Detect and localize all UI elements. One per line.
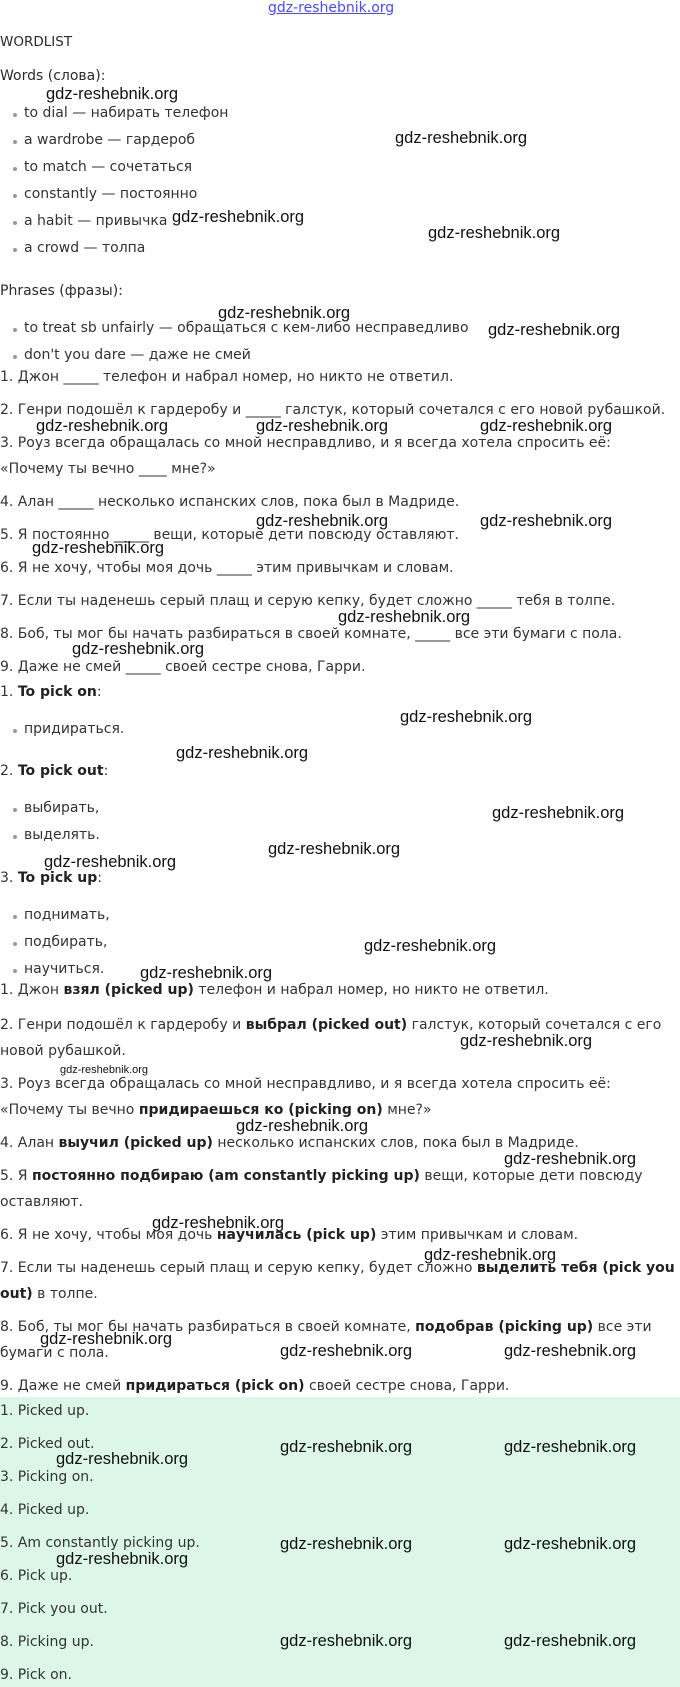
solution-answer: подобрав (picking up) xyxy=(415,1319,594,1335)
watermark: gdz-reshebnik.org xyxy=(60,1064,149,1076)
answer-line: 1. Picked up. xyxy=(0,1403,90,1419)
meaning-phrase: To pick up xyxy=(17,870,98,886)
meaning-item: выделять. xyxy=(24,827,100,843)
solution-text: 8. Боб, ты мог бы начать разбираться в своей комнате, xyxy=(0,1319,416,1335)
exercise-line: «Почему ты вечно ____ мне?» xyxy=(0,461,216,477)
answer-line: 8. Picking up. xyxy=(0,1634,94,1650)
watermark: gdz-reshebnik.org xyxy=(460,1032,593,1050)
watermark: gdz-reshebnik.org xyxy=(504,1150,637,1168)
meaning-phrase: To pick on xyxy=(17,684,97,700)
solution-text: вещи, которые дети повсюду xyxy=(419,1168,643,1184)
meaning-num: 3. xyxy=(0,870,18,886)
answer-line: 2. Picked out. xyxy=(0,1436,95,1452)
solution-line: оставляют. xyxy=(0,1194,84,1210)
watermark: gdz-reshebnik.org xyxy=(40,1330,173,1348)
exercise-line: 6. Я не хочу, чтобы моя дочь _____ этим привычкам и словам. xyxy=(0,560,454,576)
solution-text: «Почему ты вечно xyxy=(0,1102,139,1118)
phrase-item: to treat sb unfairly — обращаться с кем-либо несправедливо xyxy=(24,320,469,336)
meaning-colon: : xyxy=(97,870,103,886)
exercise-line: 8. Боб, ты мог бы начать разбираться в своей комнате, _____ все эти бумаги с пола. xyxy=(0,626,622,642)
watermark: gdz-reshebnik.org xyxy=(488,321,621,339)
exercise-line: 5. Я постоянно _____ вещи, которые дети повсюду оставляют. xyxy=(0,527,459,543)
solution-line xyxy=(0,1102,432,1118)
watermark: gdz-reshebnik.org xyxy=(504,1342,637,1360)
meaning-heading xyxy=(0,684,102,700)
page-title: WORDLIST xyxy=(0,34,73,50)
word-item: to match — сочетаться xyxy=(24,159,193,175)
solution-answer: out) xyxy=(0,1286,33,1302)
watermark: gdz-reshebnik.org xyxy=(364,937,497,955)
watermark: gdz-reshebnik.org xyxy=(338,608,471,626)
watermark: gdz-reshebnik.org xyxy=(140,964,273,982)
meaning-item: подбирать, xyxy=(24,934,108,950)
meaning-item: научиться. xyxy=(24,961,105,977)
meaning-num: 1. xyxy=(0,684,18,700)
watermark: gdz-reshebnik.org xyxy=(152,1214,285,1232)
watermark: gdz-reshebnik.org xyxy=(46,85,179,103)
answer-line: 6. Pick up. xyxy=(0,1568,73,1584)
watermark: gdz-reshebnik.org xyxy=(56,1450,189,1468)
watermark: gdz-reshebnik.org xyxy=(256,417,389,435)
exercise-line: 1. Джон _____ телефон и набрал номер, но никто не ответил. xyxy=(0,369,454,385)
answer-line: 7. Pick you out. xyxy=(0,1601,108,1617)
solution-answer: выделить тебя (pick you xyxy=(476,1260,675,1276)
solution-answer: выбрал (picked out) xyxy=(245,1017,408,1033)
meaning-heading xyxy=(0,870,102,886)
watermark: gdz-reshebnik.org xyxy=(280,1632,413,1650)
phrase-item: don't you dare — даже не смей xyxy=(24,347,251,363)
word-item: to dial — набирать телефон xyxy=(24,105,229,121)
watermark: gdz-reshebnik.org xyxy=(400,708,533,726)
solution-text: в толпе. xyxy=(32,1286,98,1302)
solution-text: все эти xyxy=(593,1319,652,1335)
answer-line: 9. Pick on. xyxy=(0,1667,72,1683)
watermark: gdz-reshebnik.org xyxy=(236,1117,369,1135)
word-item: constantly — постоянно xyxy=(24,186,198,202)
watermark: gdz-reshebnik.org xyxy=(176,744,309,762)
watermark: gdz-reshebnik.org xyxy=(218,304,351,322)
watermark: gdz-reshebnik.org xyxy=(280,1535,413,1553)
exercise-line: 4. Алан _____ несколько испанских слов, пока был в Мадриде. xyxy=(0,494,460,510)
solution-text: мне?» xyxy=(382,1102,432,1118)
solution-text: 9. Даже не смей xyxy=(0,1378,126,1394)
words-label: Words (слова): xyxy=(0,68,106,84)
meaning-item: придираться. xyxy=(24,721,125,737)
answer-line: 5. Am constantly picking up. xyxy=(0,1535,200,1551)
meaning-colon: : xyxy=(103,763,109,779)
solution-text: этим привычкам и словам. xyxy=(376,1227,579,1243)
meaning-num: 2. xyxy=(0,763,18,779)
watermark: gdz-reshebnik.org xyxy=(504,1438,637,1456)
solution-line xyxy=(0,982,549,998)
watermark: gdz-reshebnik.org xyxy=(256,512,389,530)
watermark: gdz-reshebnik.org xyxy=(172,208,305,226)
word-item: a wardrobe — гардероб xyxy=(24,132,196,148)
solution-line: 3. Роуз всегда обращалась со мной несправдливо, и я всегда хотела спросить её: xyxy=(0,1076,611,1092)
watermark: gdz-reshebnik.org xyxy=(424,1246,557,1264)
watermark: gdz-reshebnik.org xyxy=(428,224,561,242)
solution-line xyxy=(0,1135,579,1151)
watermark: gdz-reshebnik.org xyxy=(395,129,528,147)
exercise-line: 7. Если ты наденешь серый плащ и серую кепку, будет сложно _____ тебя в толпе. xyxy=(0,593,616,609)
watermark: gdz-reshebnik.org xyxy=(32,539,165,557)
watermark: gdz-reshebnik.org xyxy=(44,853,177,871)
solution-answer: придираться (pick on) xyxy=(125,1378,305,1394)
watermark: gdz-reshebnik.org xyxy=(36,417,169,435)
answer-line: 3. Picking on. xyxy=(0,1469,94,1485)
exercise-line: 3. Роуз всегда обращалась со мной несправдливо, и я всегда хотела спросить её: xyxy=(0,435,611,451)
solution-answer: придираешься ко (picking on) xyxy=(138,1102,383,1118)
solution-answer: взял (picked up) xyxy=(63,982,194,998)
site-link[interactable]: gdz-reshebnik.org xyxy=(268,0,395,16)
meaning-colon: : xyxy=(96,684,102,700)
solution-answer: выучил (picked up) xyxy=(58,1135,213,1151)
watermark: gdz-reshebnik.org xyxy=(504,1535,637,1553)
exercise-line: 2. Генри подошёл к гардеробу и _____ галстук, который сочетался с его новой рубашкой. xyxy=(0,402,666,418)
answer-line: 4. Picked up. xyxy=(0,1502,90,1518)
watermark: gdz-reshebnik.org xyxy=(72,640,205,658)
solution-line: новой рубашкой. xyxy=(0,1043,126,1059)
solution-line xyxy=(0,1260,675,1276)
meaning-item: поднимать, xyxy=(24,907,110,923)
watermark: gdz-reshebnik.org xyxy=(480,512,613,530)
solution-text: 7. Если ты наденешь серый плащ и серую кепку, будет сложно xyxy=(0,1260,477,1276)
word-item: a habit — привычка xyxy=(24,213,168,229)
solution-line xyxy=(0,1168,643,1184)
watermark: gdz-reshebnik.org xyxy=(280,1342,413,1360)
solution-line xyxy=(0,1017,661,1033)
watermark: gdz-reshebnik.org xyxy=(268,840,401,858)
phrases-label: Phrases (фразы): xyxy=(0,283,123,299)
solution-line: бумаги с пола. xyxy=(0,1345,109,1361)
exercise-line: 9. Даже не смей _____ своей сестре снова, Гарри. xyxy=(0,659,366,675)
meaning-item: выбирать, xyxy=(24,800,100,816)
solution-text: своей сестре снова, Гарри. xyxy=(304,1378,510,1394)
solution-text: 4. Алан xyxy=(0,1135,59,1151)
solution-text: несколько испанских слов, пока был в Мадриде. xyxy=(212,1135,579,1151)
word-item: a crowd — толпа xyxy=(24,240,146,256)
solution-line xyxy=(0,1227,578,1243)
solution-line xyxy=(0,1378,509,1394)
solution-text: 2. Генри подошёл к гардеробу и xyxy=(0,1017,246,1033)
watermark: gdz-reshebnik.org xyxy=(280,1438,413,1456)
watermark: gdz-reshebnik.org xyxy=(480,417,613,435)
meaning-phrase: To pick out xyxy=(17,763,104,779)
solution-text: 1. Джон xyxy=(0,982,64,998)
solution-answer: научилась (pick up) xyxy=(216,1227,377,1243)
watermark: gdz-reshebnik.org xyxy=(492,804,625,822)
watermark: gdz-reshebnik.org xyxy=(504,1632,637,1650)
solution-text: телефон и набрал номер, но никто не ответил. xyxy=(193,982,549,998)
meaning-heading xyxy=(0,763,108,779)
solution-text: 6. Я не хочу, чтобы моя дочь xyxy=(0,1227,217,1243)
solution-line xyxy=(0,1286,98,1302)
solution-text: 5. Я xyxy=(0,1168,32,1184)
watermark: gdz-reshebnik.org xyxy=(56,1550,189,1568)
solution-text: галстук, который сочетался с его xyxy=(407,1017,662,1033)
solution-answer: постоянно подбираю (am constantly picking up) xyxy=(32,1168,420,1184)
